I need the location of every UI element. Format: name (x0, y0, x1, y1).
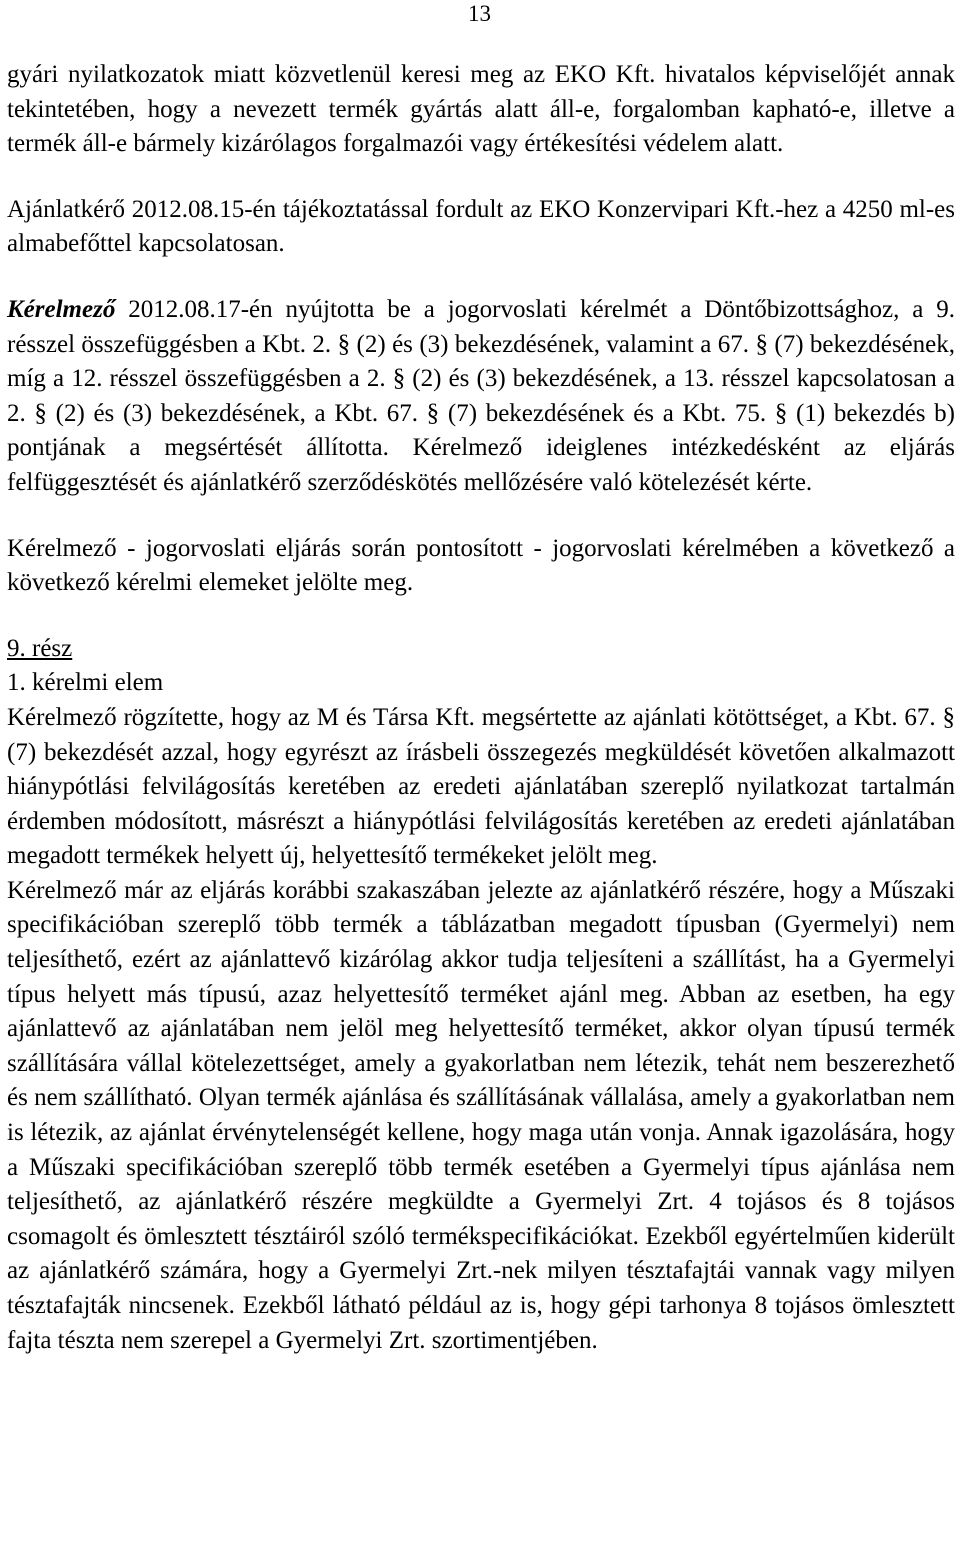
paragraph-request-elements: Kérelmező - jogorvoslati eljárás során pontosított - jogorvoslati kérelmében a következő a következő kérelmi elemeket jelölte meg. (7, 534, 955, 597)
paragraph-eko-inquiry: Ajánlatkérő 2012.08.15-én tájékoztatással fordult az EKO Konzervipari Kft.-hez a 4250 ml-es almabefőttel kapcsolatosan. (7, 195, 955, 258)
subheading: 1. kérelmi elem (7, 669, 164, 697)
paragraph-argument: Kérelmező már az eljárás korábbi szakaszában jelezte az ajánlatkérő részére, hogy a Műszaki specifikációban szereplő több termék a táblázatban megadott típusban (Gyermelyi) nem teljesíthető, ezért az ajánlattevő kizárólag akkor tudja teljesíteni a szállítást, ha a Gyermelyi típus helyett más típusú, azaz helyettesítő terméket ajánl meg. Abban az esetben, ha egy ajánlattevő az ajánlatában nem jelöl meg helyettesítő terméket, akkor olyan típusú termék szállítására vállal kötelezettséget, amely a gyakorlatban nem létezik, tehát nem beszerezhető és nem szállítható. Olyan termék ajánlása és szállításának vállalása, amely a gyakorlatban nem is létezik, az ajánlat érvénytelenségét kellene, hogy maga után vonja. Annak igazolására, hogy a Műszaki specifikációban szereplő több termék esetében a Gyermelyi típus ajánlása nem teljesíthető, az ajánlatkérő részére megküldte a Gyermelyi Zrt. 4 tojásos és 8 tojásos csomagolt és ömlesztett tésztáiról szóló termékspecifikációkat. Ezekből egyértelműen kiderült az ajánlatkérő számára, hogy a Gyermelyi Zrt.-nek milyen tésztafajtái vannak vagy milyen tésztafajták nincsenek. Ezekből látható például az is, hogy gépi tarhonya 8 tojásos ömlesztett fajta tészta nem szerepel a Gyermelyi Zrt. szortimentjében. (7, 876, 955, 1354)
page-number: 13 (468, 1, 491, 26)
section-heading: 9. rész (7, 634, 73, 662)
paragraph-remedy-request-text: 2012.08.17-én nyújtotta be a jogorvoslati kérelmét a Döntőbizottsághoz, a 9. résszel összefüggésben a Kbt. 2. § (2) és (3) bekezdésének, valamint a 67. § (7) bekezdésének, míg a 12. résszel összefüggésben a 2. § (2) és (3) bekezdésének, a 13. résszel kapcsolatosan a 2. § (2) és (3) bekezdésének, a Kbt. 67. § (7) bekezdésének és a Kbt. 75. § (1) bekezdés b) pontjának a megsértését állította. Kérelmező ideiglenes intézkedésként az eljárás felfüggesztését és ajánlatkérő szerződéskötés mellőzésére való kötelezését kérte. (7, 295, 955, 496)
petitioner-emphasis: Kérelmező (7, 295, 116, 323)
paragraph-remedy-request (7, 293, 955, 501)
document-body (7, 58, 955, 1358)
paragraph-claim: Kérelmező rögzítette, hogy az M és Társa Kft. megsértette az ajánlati kötöttséget, a Kbt. 67. § (7) bekezdését azzal, hogy egyrészt az írásbeli összegezés megküldését követően alkalmazott hiánypótlási felvilágosítás keretében az eredeti ajánlatában szereplő nyilatkozat tartalmán érdemben módosított, másrészt a hiánypótlási felvilágosítás keretében az eredeti ajánlatában megadott termékek helyett új, helyettesítő termékeket jelölt meg. (7, 703, 955, 870)
paragraph-continuation: gyári nyilatkozatok miatt közvetlenül keresi meg az EKO Kft. hivatalos képviselőjét annak tekintetében, hogy a nevezett termék gyártás alatt áll-e, forgalomban kapható-e, illetve a termék áll-e bármely kizárólagos forgalmazói vagy értékesítési védelem alatt. (7, 61, 955, 158)
